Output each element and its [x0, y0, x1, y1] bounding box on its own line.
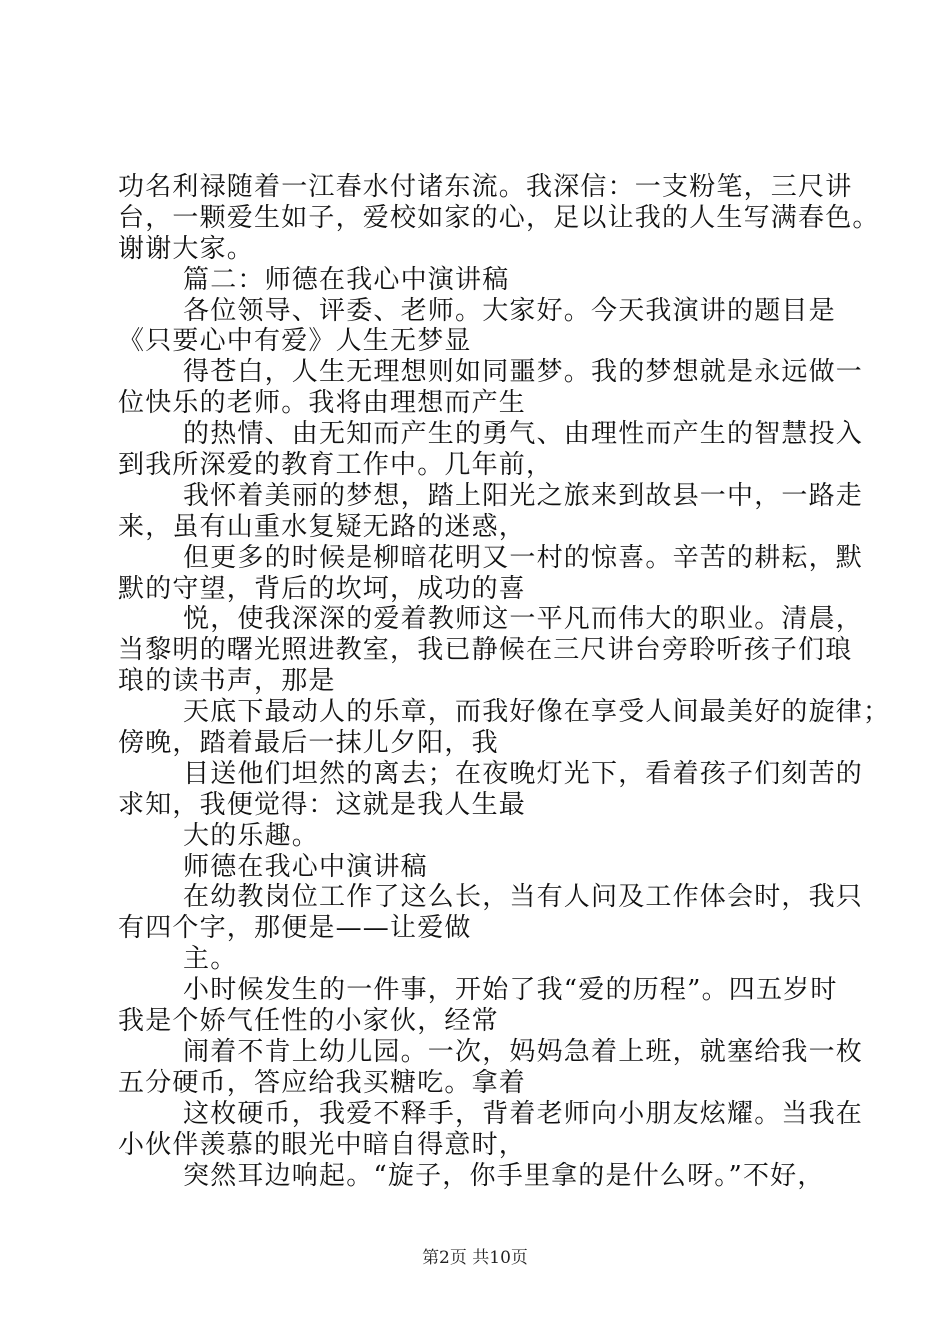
- text-line: 到我所深爱的教育工作中。几年前，: [118, 450, 554, 481]
- text-line: 傍晚，踏着最后一抹儿夕阳，我: [118, 728, 499, 759]
- text-line: 功名利禄随着一江春水付诸东流。我深信：一支粉笔，三尺讲: [118, 172, 853, 202]
- text-line: 闹着不肯上幼儿园。一次，妈妈急着上班，就塞给我一枚: [183, 1036, 864, 1067]
- text-line: 这枚硬币，我爱不释手，背着老师向小朋友炫耀。当我在: [183, 1098, 864, 1129]
- text-line: 但更多的时候是柳暗花明又一村的惊喜。辛苦的耕耘，默: [183, 542, 864, 573]
- text-line: 小伙伴羡慕的眼光中暗自得意时，: [118, 1129, 527, 1160]
- text-line: 我是个娇气任性的小家伙，经常: [118, 1006, 499, 1037]
- text-line: 求知，我便觉得：这就是我人生最: [118, 789, 527, 820]
- text-line: 默的守望，背后的坎坷，成功的喜: [118, 573, 527, 604]
- text-line: 有四个字，那便是——让爱做: [118, 913, 472, 944]
- text-line: 台，一颗爱生如子，爱校如家的心，足以让我的人生写满春色。: [118, 202, 880, 233]
- text-line: 的热情、由无知而产生的勇气、由理性而产生的智慧投入: [183, 419, 864, 450]
- text-line: 来，虽有山重水复疑无路的迷惑，: [118, 511, 527, 542]
- text-line: 位快乐的老师。我将由理想而产生: [118, 388, 527, 419]
- text-line: 突然耳边响起。“旋子，你手里拿的是什么呀。”不好，: [183, 1160, 825, 1191]
- text-line: 我怀着美丽的梦想，踏上阳光之旅来到故县一中，一路走: [183, 480, 864, 511]
- text-line: 五分硬币，答应给我买糖吃。拿着: [118, 1067, 527, 1098]
- text-line: 在幼教岗位工作了这么长，当有人问及工作体会时，我只: [183, 882, 864, 913]
- text-line: 篇二：师德在我心中演讲稿: [183, 264, 510, 295]
- text-line: 大的乐趣。: [183, 820, 320, 851]
- text-line: 悦，使我深深的爱着教师这一平凡而伟大的职业。清晨，: [183, 604, 864, 635]
- text-line: 目送他们坦然的离去；在夜晚灯光下，看着孩子们刻苦的: [183, 758, 864, 789]
- text-line: 天底下最动人的乐章，而我好像在享受人间最美好的旋律；: [183, 697, 891, 728]
- text-line: 小时候发生的一件事，开始了我“爱的历程”。四五岁时: [183, 975, 838, 1006]
- text-line: 主。: [183, 944, 238, 975]
- text-line: 当黎明的曙光照进教室，我已静候在三尺讲台旁聆听孩子们琅: [118, 635, 853, 666]
- text-line: 《只要心中有爱》人生无梦显: [118, 326, 472, 357]
- text-line: 谢谢大家。: [118, 233, 255, 264]
- text-line: 琅的读书声，那是: [118, 666, 336, 697]
- text-line: 各位领导、评委、老师。大家好。今天我演讲的题目是: [183, 295, 836, 326]
- page-number-footer: 第2页 共10页: [422, 1248, 528, 1268]
- document-body: [118, 172, 891, 1191]
- text-line: 师德在我心中演讲稿: [183, 851, 428, 882]
- text-line: 得苍白，人生无理想则如同噩梦。我的梦想就是永远做一: [183, 357, 864, 388]
